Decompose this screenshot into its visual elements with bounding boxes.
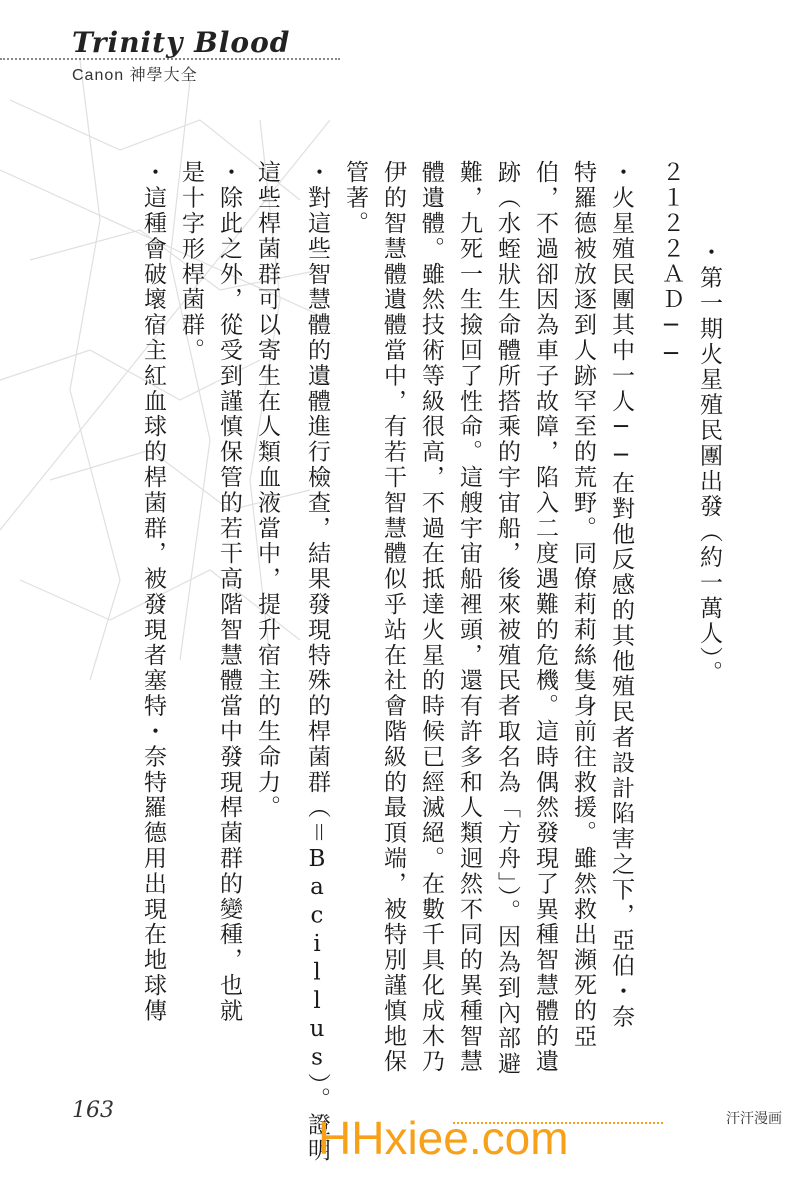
text-column: ・除此之外，從受到謹慎保管的若干高階智慧體當中發現桿菌群的變種，也就 (216, 160, 242, 1024)
text-column: 伯，不過卻因為車子故障，陷入二度遇難的危機。這時偶然發現了異種智慧體的遺 (532, 160, 558, 1075)
text-column: 特羅德被放逐到人跡罕至的荒野。同僚莉莉絲隻身前往救援。雖然救出瀕死的亞 (570, 160, 596, 1049)
text-column: ・第一期火星殖民團出發（約一萬人）。 (696, 240, 722, 686)
text-column: 這些桿菌群可以寄生在人類血液當中，提升宿主的生命力。 (254, 160, 280, 821)
text-column: ２１２２ＡＤ── (658, 160, 684, 370)
text-column: ・對這些智慧體的遺體進行檢查，結果發現特殊的桿菌群（＝Bacillus）。證明 (304, 160, 330, 1164)
page-number: 163 (72, 1098, 114, 1123)
watermark-site-name: 汗汗漫画 (726, 1111, 782, 1127)
text-column: 管著。 (342, 160, 368, 237)
text-column: 是十字形桿菌群。 (178, 160, 204, 364)
text-column: 伊的智慧體遺體當中，有若干智慧體似乎站在社會階級的最頂端，被特別謹慎地保 (380, 160, 406, 1075)
text-column: 體遺體。雖然技術等級很高，不過在抵達火星的時候已經滅絕。在數千具化成木乃 (418, 160, 444, 1075)
watermark-logo: HHxiee.com (318, 1112, 569, 1164)
running-header (72, 28, 290, 85)
site-watermark (318, 1108, 788, 1168)
series-subtitle: Canon 神學大全 (72, 67, 198, 84)
header-dotted-rule (0, 58, 340, 60)
text-column: ・火星殖民團其中一人──在對他反感的其他殖民者設計陷害之下，亞伯・奈 (608, 160, 634, 1030)
text-column: 跡（水蛭狀生命體所搭乘的宇宙船，後來被殖民者取名為「方舟」）。因為到內部避 (494, 160, 520, 1077)
text-column: 難，九死一生撿回了性命。這艘宇宙船裡頭，還有許多和人類迥然不同的異種智慧 (456, 160, 482, 1075)
series-title: Trinity Blood (72, 26, 291, 59)
text-column: ・這種會破壞宿主紅血球的桿菌群，被發現者塞特・奈特羅德用出現在地球傳 (140, 160, 166, 1024)
